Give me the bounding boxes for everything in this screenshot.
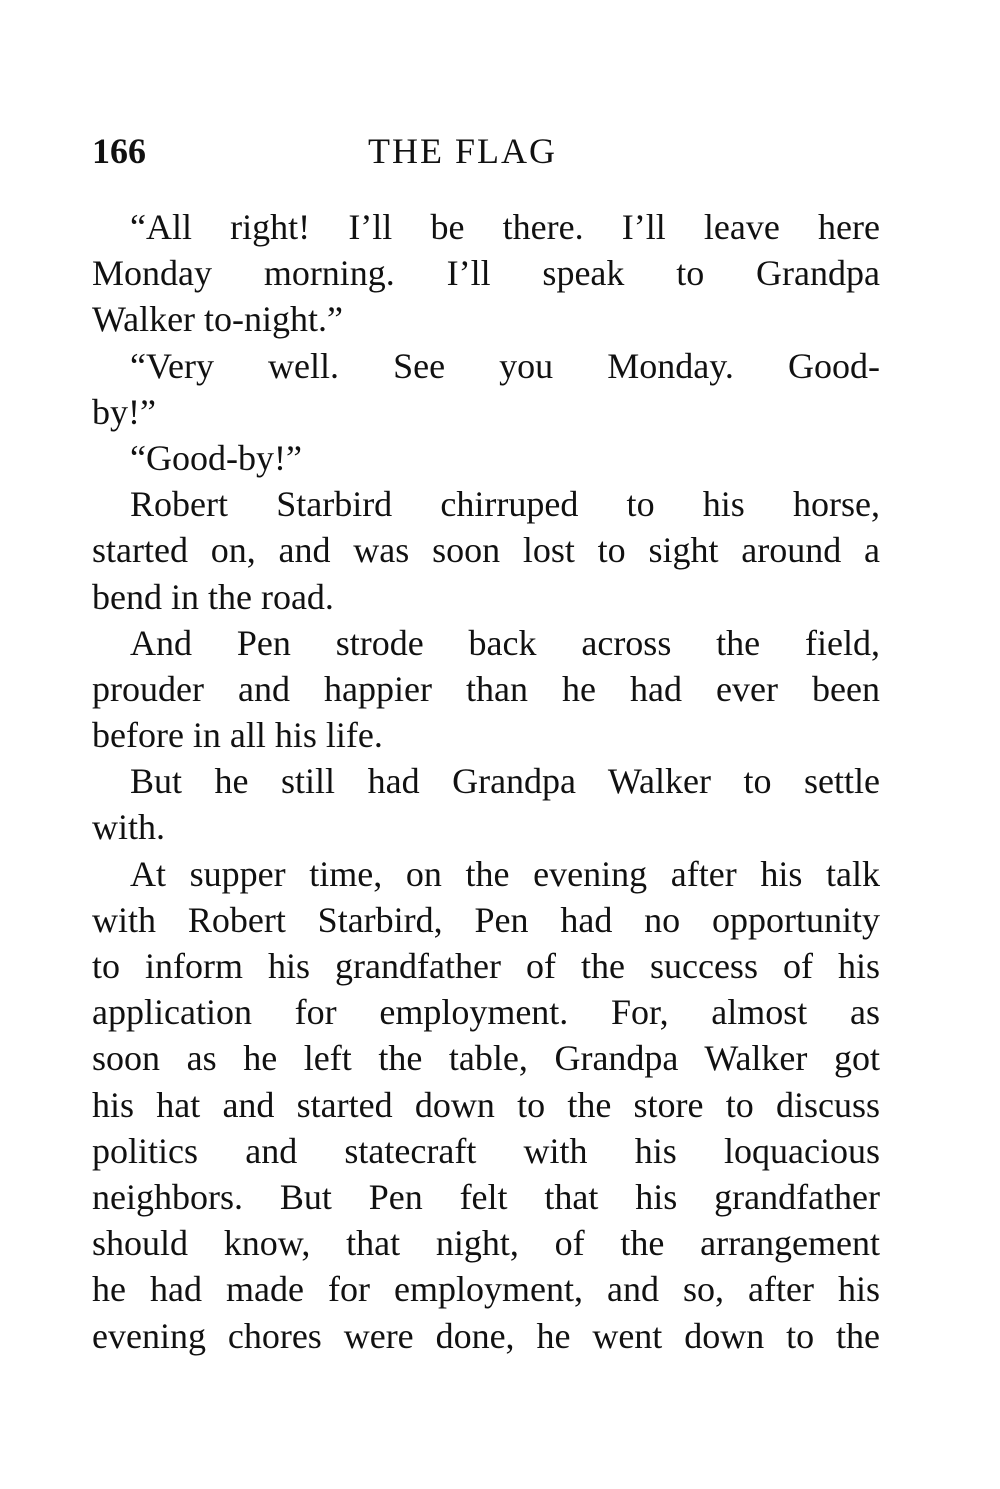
text-line: before in all his life. (92, 715, 383, 756)
text-line: prouder and happier than he had ever been (92, 668, 880, 709)
running-title: THE FLAG (368, 131, 557, 171)
text-line: But he still had Grandpa Walker to settle (130, 761, 880, 802)
text-line: started on, and was soon lost to sight around a (92, 530, 880, 571)
body-text (92, 204, 880, 1359)
text-line: “Good-by!” (130, 437, 302, 478)
text-line: evening chores were done, he went down to the (92, 1315, 880, 1356)
text-line: “Very well. See you Monday. Good- (130, 345, 880, 386)
text-line: he had made for employment, and so, after his (92, 1269, 880, 1310)
text-line: neighbors. But Pen felt that his grandfather (92, 1176, 880, 1217)
text-line: politics and statecraft with his loquacious (92, 1130, 880, 1171)
text-line: Monday morning. I’ll speak to Grandpa (92, 253, 880, 294)
text-line: with Robert Starbird, Pen had no opportunity (92, 899, 880, 940)
text-line: to inform his grandfather of the success of his (92, 946, 880, 986)
text-line: application for employment. For, almost as (92, 992, 880, 1033)
text-line: by!” (92, 391, 156, 432)
text-line: Robert Starbird chirruped to his horse, (130, 484, 880, 525)
text-line: with. (92, 807, 166, 848)
text-line: “All right! I’ll be there. I’ll leave here (130, 207, 880, 247)
text-line: Walker to-night.” (92, 299, 344, 340)
page-header (92, 128, 880, 174)
text-line: soon as he left the table, Grandpa Walker got (92, 1038, 880, 1079)
text-line: And Pen strode back across the field, (130, 622, 880, 663)
text-line: At supper time, on the evening after his talk (130, 853, 880, 894)
text-line: bend in the road. (92, 576, 334, 617)
text-line: his hat and started down to the store to discuss (92, 1084, 880, 1125)
page-number: 166 (92, 131, 146, 171)
text-line: should know, that night, of the arrangement (92, 1223, 880, 1264)
